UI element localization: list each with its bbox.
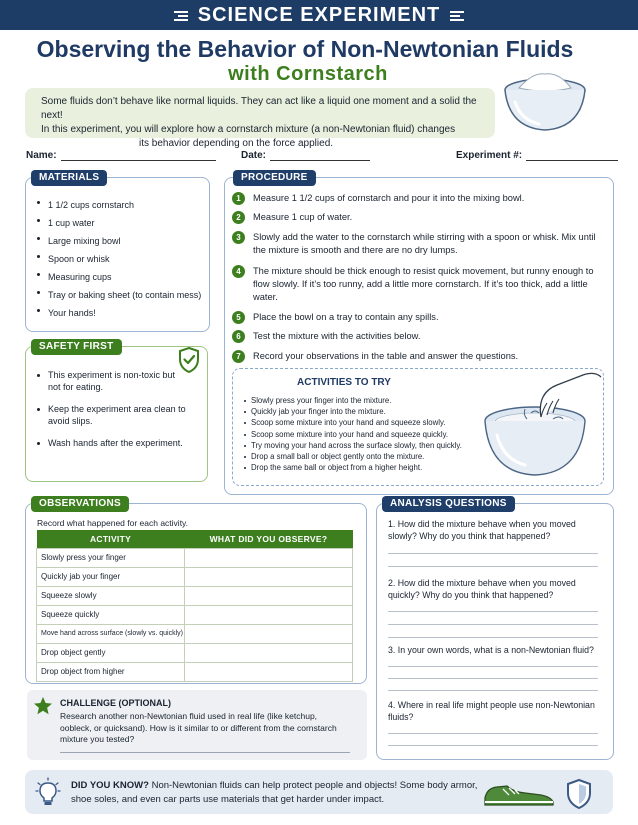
table-row [37,605,353,624]
procedure-step [232,311,602,324]
date-field[interactable] [241,150,370,161]
observation-cell[interactable] [185,605,353,624]
materials-item: Large mixing bowl [36,232,201,250]
table-row [37,624,353,643]
answer-line[interactable] [388,745,598,746]
analysis-question: 1. How did the mixture behave when you moved slowly? Why do you think that happened? [388,519,576,541]
procedure-step [232,330,602,343]
answer-line[interactable] [388,637,598,638]
did-you-know-label: DID YOU KNOW? [71,780,149,791]
observation-cell[interactable] [185,586,353,605]
materials-item: Spoon or whisk [36,250,201,268]
observations-table [36,530,353,682]
activity-cell: Quickly jab your finger [37,567,185,586]
table-row [37,662,353,681]
activity-cell: Squeeze quickly [37,605,185,624]
intro-line-2: In this experiment, you will explore how a cornstarch mixture (a non-Newtonian fluid) changes [41,124,456,135]
analysis-question: 3. In your own words, what is a non-Newtonian fluid? [388,645,594,655]
table-row [37,586,353,605]
did-you-know-line-2: shoe soles, and even car parts use materials that get harder under impact. [71,794,385,805]
observations-intro: Record what happened for each activity. [37,518,189,528]
procedure-title: PROCEDURE [233,170,316,186]
materials-item: 1 cup water [36,214,201,232]
top-banner [0,0,638,30]
did-you-know-line-1: Non-Newtonian fluids can help protect people and objects! Some body armor, [151,780,478,791]
name-line[interactable] [61,151,216,161]
procedure-step [232,211,602,224]
intro-line-3: its behavior depending on the force applied. [139,138,334,149]
safety-item: This experiment is non-toxic but not for eating. [36,369,186,393]
answer-line[interactable] [388,624,598,625]
step-number: 1 [232,192,245,205]
observation-cell[interactable] [185,643,353,662]
activity-item: Drop the same ball or object from a higher height. [243,462,462,473]
challenge-title: CHALLENGE (OPTIONAL) [60,698,171,708]
did-you-know-box [25,770,613,814]
date-label: Date: [241,150,267,161]
shoe-icon [481,778,559,810]
challenge-box [27,690,367,760]
table-row [37,567,353,586]
activity-item: Drop a small ball or object gently onto the mixture. [243,451,462,462]
challenge-answer-line[interactable] [60,752,350,753]
activity-item: Slowly press your finger into the mixture. [243,395,462,406]
observation-cell[interactable] [185,662,353,681]
activity-cell: Drop object from higher [37,662,185,681]
intro-box [25,88,495,149]
step-number: 4 [232,265,245,278]
did-you-know-text [71,779,486,807]
intro-line-1: Some fluids don’t behave like normal liquids. They can act like a liquid one moment and a solid the next! [41,96,477,121]
step-text: Test the mixture with the activities below. [253,331,421,341]
hand-in-bowl-icon [483,369,605,485]
activity-cell: Squeeze slowly [37,586,185,605]
answer-line[interactable] [388,690,598,691]
materials-item: Tray or baking sheet (to contain mess) [36,286,201,304]
challenge-text: Research another non-Newtonian fluid used in real life (like ketchup, oobleck, or quicksand). How is it similar to or different from the cornstarch mixture you tested? [60,711,337,744]
analysis-question: 4. Where in real life might people use non-Newtonian fluids? [388,700,595,722]
page-subtitle: with Cornstarch [228,63,388,85]
procedure-step [232,192,602,205]
table-row [37,643,353,662]
activity-item: Try moving your hand across the surface slowly, then quickly. [243,440,462,451]
banner-deco-left [174,9,188,21]
procedure-step [232,265,602,304]
activity-item: Quickly jab your finger into the mixture. [243,406,462,417]
name-label: Name: [26,150,57,161]
step-text: Measure 1 cup of water. [253,212,353,222]
activity-cell: Move hand across surface (slowly vs. quickly) [37,624,185,643]
answer-line[interactable] [388,733,598,734]
procedure-step [232,350,602,363]
lightbulb-icon [35,777,61,807]
answer-line[interactable] [388,553,598,554]
experiment-number-field[interactable] [456,150,618,161]
activity-item: Scoop some mixture into your hand and squeeze quickly. [243,429,462,440]
observations-title: OBSERVATIONS [31,496,129,512]
procedure-step [232,231,602,257]
safety-list [36,369,186,449]
materials-item: 1 1/2 cups cornstarch [36,196,201,214]
step-number: 6 [232,330,245,343]
step-text: Record your observations in the table and answer the questions. [253,351,519,361]
answer-line[interactable] [388,611,598,612]
materials-list [36,196,201,322]
activity-cell: Drop object gently [37,643,185,662]
experiment-number-label: Experiment #: [456,150,523,161]
safety-item: Wash hands after the experiment. [36,437,186,449]
page-title: Observing the Behavior of Non-Newtonian Fluids [36,36,574,62]
observation-cell[interactable] [185,624,353,643]
answer-line[interactable] [388,678,598,679]
step-text: Place the bowl on a tray to contain any spills. [253,312,439,322]
table-row [37,548,353,567]
step-number: 2 [232,211,245,224]
activities-list [243,395,462,473]
answer-line[interactable] [388,666,598,667]
experiment-number-line[interactable] [526,151,618,161]
materials-item: Measuring cups [36,268,201,286]
star-icon [33,696,53,716]
analysis-title: ANALYSIS QUESTIONS [382,496,515,512]
materials-title: MATERIALS [31,170,107,186]
step-text: The mixture should be thick enough to resist quick movement, but runny enough to flow slowly. If it’s too runny, add a little more cornstarch. If it’s too thick, add a little water. [253,266,594,302]
materials-item: Your hands! [36,304,201,322]
observation-cell[interactable] [185,548,353,567]
activity-cell: Slowly press your finger [37,548,185,567]
date-line[interactable] [270,151,370,161]
activities-box [232,368,604,486]
step-text: Slowly add the water to the cornstarch while stirring with a spoon or whisk. Mix until the mixture is smooth and there are no dry lumps. [253,232,596,255]
step-text: Measure 1 1/2 cups of cornstarch and pour it into the mixing bowl. [253,193,525,203]
step-number: 7 [232,350,245,363]
safety-title: SAFETY FIRST [31,339,122,355]
activity-item: Scoop some mixture into your hand and squeeze slowly. [243,417,462,428]
observations-header-activity: ACTIVITY [37,530,185,548]
observation-cell[interactable] [185,567,353,586]
step-number: 3 [232,231,245,244]
analysis-question: 2. How did the mixture behave when you moved quickly? Why do you think that happened? [388,578,576,600]
name-field[interactable] [26,150,216,161]
observations-header-observe: WHAT DID YOU OBSERVE? [185,530,353,548]
banner-title: SCIENCE EXPERIMENT [197,3,441,26]
step-number: 5 [232,311,245,324]
safety-item: Keep the experiment area clean to avoid slips. [36,403,186,427]
answer-line[interactable] [388,566,598,567]
bowl-icon [499,66,591,138]
shield-icon [565,778,593,810]
banner-deco-right [450,9,464,21]
activities-title: ACTIVITIES TO TRY [297,377,391,388]
